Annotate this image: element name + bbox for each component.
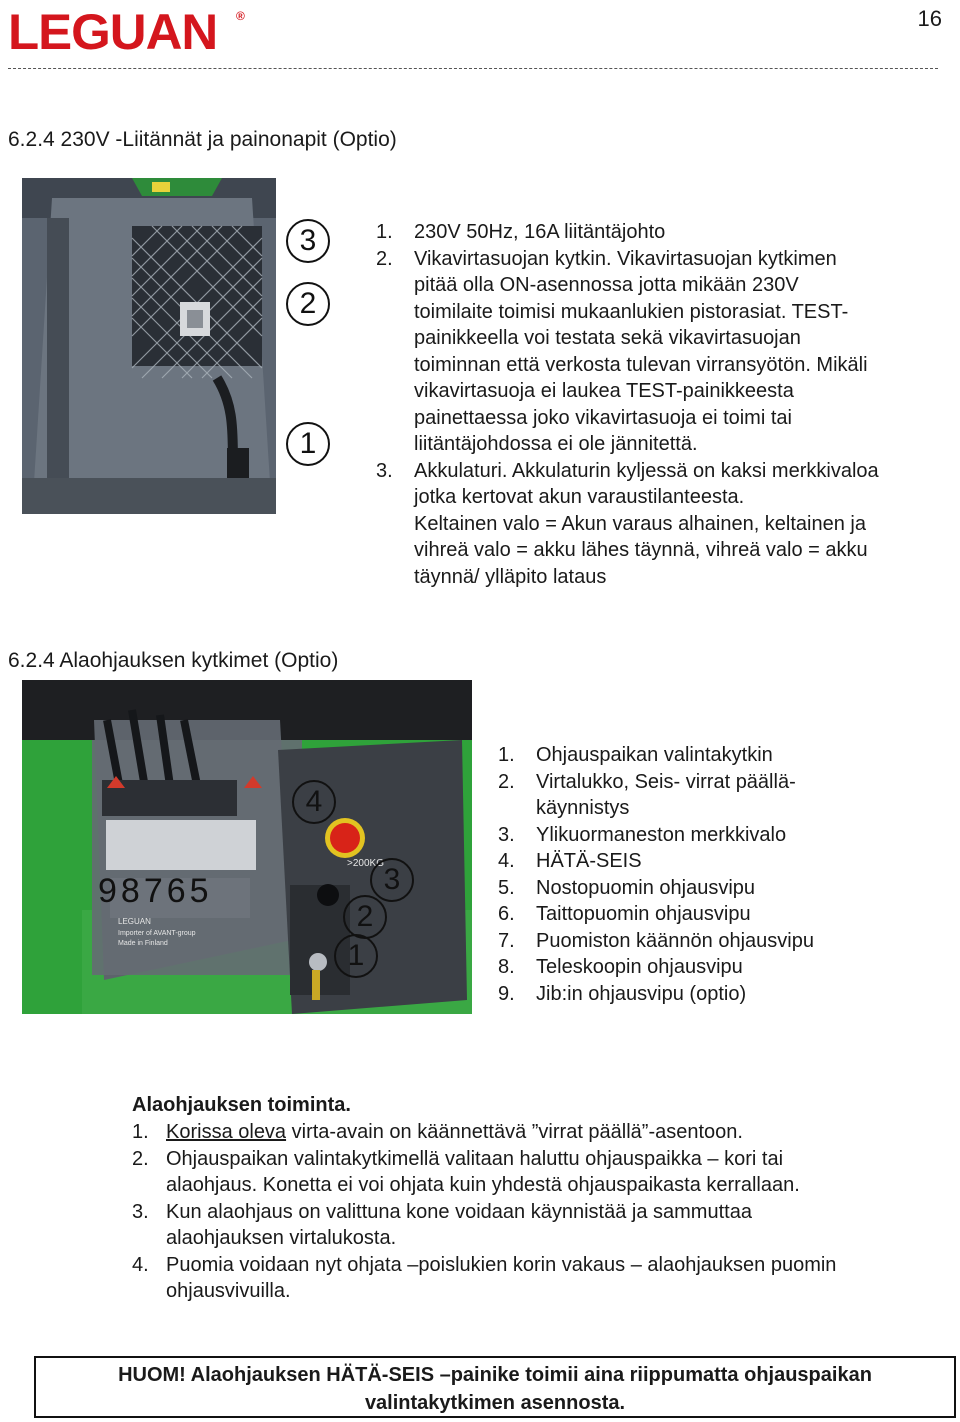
panel-load-label: >200KG [347,858,384,869]
callout-1-controls: 1 [334,934,378,978]
list-item-controls-2: 2. Virtalukko, Seis- virrat päällä- käynnistys [498,770,796,819]
section-title-lower-controls: 6.2.4 Alaohjauksen kytkimet (Optio) [8,649,339,672]
operation-step-2: 2. Ohjauspaikan valintakytkimellä valitaan haluttu ohjauspaikka – kori tai alaohjaus. Konetta ei voi ohjata kuin yhdestä ohjauspaikasta kerrallaan. [132,1147,800,1196]
registered-mark: ® [236,9,245,23]
photo-230v-connections [22,178,276,514]
list-item-230v-2: 2. Vikavirtasuojan kytkin. Vikavirtasuojan kytkimen pitää olla ON-asennossa jotta mikään 230V toimilaite toimisi mukaanlukien pistorasiat. TEST- painikkeella voi testata sekä vikavirtasuojan toiminnan että verkosta tulevan virransyötön. Mikäli vikavirtasuoja ei laukea TEST-painikkeesta painettaessa joko vikavirtasuoja ei toimi tai liitäntäjohdossa ei ole jännitettä. [376,247,868,455]
list-item-230v-1: 1. 230V 50Hz, 16A liitäntäjohto [376,221,666,243]
callout-2: 2 [286,282,330,326]
list-230v [376,219,956,590]
callout-3: 3 [286,219,330,263]
panel-brand-line-1: LEGUAN [118,917,151,926]
warning-note-box [34,1356,956,1418]
list-item-controls-4: 4. HÄTÄ-SEIS [498,850,642,872]
panel-brand-line-3: Made in Finland [118,940,168,947]
callout-3-controls: 3 [370,858,414,902]
list-item-controls-1: 1. Ohjauspaikan valintakytkin [498,744,773,766]
section-title-230v: 6.2.4 230V -Liitännät ja painonapit (Optio) [8,128,397,151]
callout-4: 4 [292,780,336,824]
photo-230v-illustration [22,178,276,514]
leguan-logo: LEGUAN [8,4,218,60]
operation-step-4: 4. Puomia voidaan nyt ohjata –poislukien korin vakaus – alaohjauksen puomin ohjausvivuilla. [132,1253,837,1302]
callout-2-controls: 2 [343,895,387,939]
operation-step-1: 1. Korissa oleva virta-avain on käännettävä ”virrat päällä”-asentoon. [132,1121,743,1143]
header-rule [8,68,938,69]
list-item-230v-3: 3. Akkulaturi. Akkulaturin kyljessä on kaksi merkkivaloa jotka kertovat akun varaustilanteesta. Keltainen valo = Akun varaus alhainen, keltainen ja vihreä valo = akku lähes täynnä, vihreä valo = akku täynnä/ ylläpito lataus [376,459,879,588]
list-item-controls-5: 5. Nostopuomin ohjausvipu [498,876,756,899]
operation-title: Alaohjauksen toiminta. [132,1094,351,1116]
panel-brand-line-2: Importer of AVANT-group [118,930,196,937]
warning-note-line-2: valintakytkimen asennosta. [364,1392,626,1414]
list-item-controls-7: 7. Puomiston käännön ohjausvipu [498,929,814,952]
photo-controls-illustration [22,680,472,1014]
list-item-controls-3: 3. Ylikuormaneston merkkivalo [498,823,787,846]
operation-step-3: 3. Kun alaohjaus on valittuna kone voidaan käynnistää ja sammuttaa alaohjauksen virtalukosta. [132,1200,752,1249]
operation-steps [132,1119,952,1305]
warning-note-line-1: HUOM! Alaohjauksen HÄTÄ-SEIS –painike toimii aina riippumatta ohjauspaikan [118,1364,872,1386]
list-lower-controls [498,742,958,1007]
page-number: 16 [917,6,942,31]
callout-levers-98765: 98765 [98,872,213,910]
list-item-controls-8: 8. Teleskoopin ohjausvipu [498,956,743,978]
photo-lower-controls [22,680,472,1014]
list-item-controls-9: 9. Jib:in ohjausvipu (optio) [498,982,747,1005]
list-item-controls-6: 6. Taittopuomin ohjausvipu [498,903,751,925]
callout-1: 1 [286,422,330,466]
